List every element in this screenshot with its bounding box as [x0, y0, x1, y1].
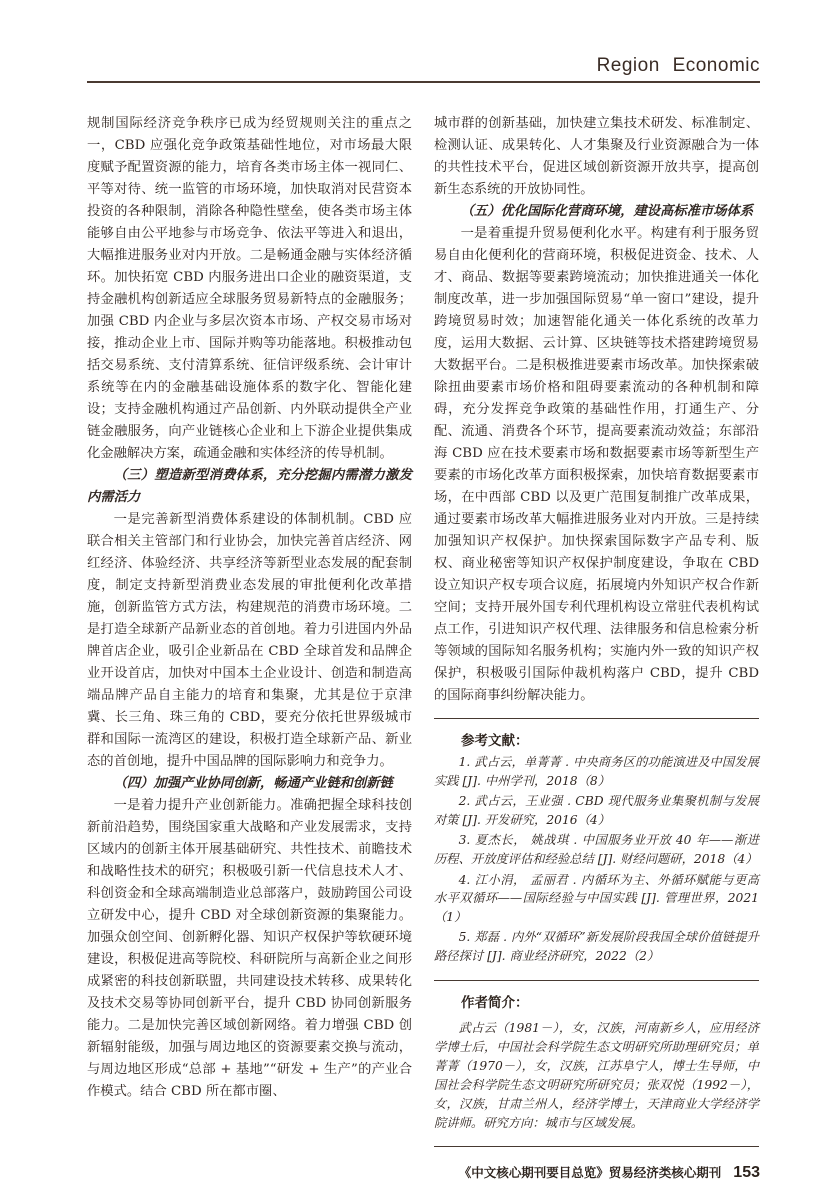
paragraph-continued: 城市群的创新基础，加快建立集技术研发、标准制定、检测认证、成果转化、人才集聚及行业资源融合为一体的共性技术平台，促进区域创新资源开放共享，提高创新生态系统的开放协同性。: [434, 116, 759, 197]
section-heading-four: （四）加强产业协同创新，畅通产业链和创新链: [113, 776, 393, 791]
paragraph-continued: 规制国际经济竞争秩序已成为经贸规则关注的重点之一，CBD 应强化竞争政策基础性地位，对市场最大限度赋予配置资源的能力，培育各类市场主体一视同仁、平等对待、统一监管的市场环境，加快取消对民营资本投资的各种限制，消除各种隐性壁垒，使各类市场主体能够自由公平地参与市场竞争、依法平等进入和退出，大幅推进服务业对内开放。二是畅通金融与实体经济循环。加快拓宽 CBD 内服务进出口企业的融资渠道，支持金融机构创新适应全球服务贸易新特点的金融服务；加强 CBD 内企业与多层次资本市场、产权交易市场对接，推动企业上市、国际并购等功能落地。积极推动包括交易系统、支付清算系统、征信评级系统、会计审计系统等在内的金融基础设施体系的数字化、智能化建设；支持金融机构通过产品创新、内外联动提供全产业链金融服务，向产业链核心企业和上下游企业提供集成化金融解决方案，疏通金融和实体经济的传导机制。: [87, 116, 412, 461]
references-divider: [434, 718, 759, 719]
header-rule: [87, 81, 760, 83]
journal-note: 《中文核心期刊要目总览》贸易经济类核心期刊: [458, 1165, 722, 1180]
article-body: [87, 113, 760, 1147]
left-column: [87, 113, 412, 1147]
references-title: 参考文献：: [461, 733, 529, 748]
page-header: [87, 0, 760, 83]
author-bio-bottom-divider: [434, 1146, 759, 1147]
author-bio-title: 作者简介：: [461, 994, 529, 1010]
reference-item: 4. 江小涓， 孟丽君 . 内循环为主、外循环赋能与更高水平双循环——国际经验与中国实践 [J]. 管理世界，2021（1）: [434, 872, 759, 924]
reference-item: 2. 武占云，王业强 . CBD 现代服务业集聚机制与发展对策 [J]. 开发研究，2016（4）: [434, 794, 759, 827]
paragraph: 一是着重提升贸易便利化水平。构建有利于服务贸易自由化便利化的营商环境，积极促进资金、技术、人才、商品、数据等要素跨境流动；加快推进通关一体化制度改革，进一步加强国际贸易“单一窗口”建设，提升跨境贸易时效；加速智能化通关一体化系统的改革力度，运用大数据、云计算、区块链等技术搭建跨境贸易大数据平台。二是积极推进要素市场改革。加快探索破除扭曲要素市场价格和阻碍要素流动的各种机制和障碍，充分发挥竞争政策的基础性作用，打通生产、分配、流通、消费各个环节，提高要素流动效益；东部沿海 CBD 应在技术要素市场和数据要素市场等新型生产要素的市场化改革方面积极探索，加快培育数据要素市场，在中西部 CBD 以及更广范围复制推广改革成果，通过要素市场改革大幅推进服务业对内开放。三是持续加强知识产权保护。加快探索国际数字产品专利、版权、商业秘密等知识产权保护制度建设，争取在 CBD 设立知识产权专项合议庭，拓展境内外知识产权合作新空间；支持开展外国专利代理机构设立常驻代表机构试点工作，引进知识产权代理、法律服务和信息检索分析等领域的国际知名服务机构；实施内外一致的知识产权保护，积极吸引国际仲裁机构落户 CBD，提升 CBD 的国际商事纠纷解决能力。: [434, 226, 759, 703]
reference-item: 3. 夏杰长， 姚战琪 . 中国服务业开放 40 年——渐进历程、开放度评估和经验总结 [J]. 财经问题研，2018（4）: [434, 833, 759, 866]
running-head-title: Region Economic: [596, 55, 760, 76]
reference-item: 1. 武占云，单菁菁 . 中央商务区的功能演进及中国发展实践 [J]. 中州学刊，2018（8）: [434, 755, 759, 788]
page-content: [87, 0, 760, 1182]
section-heading-five: （五）优化国际化营商环境，建设高标准市场体系: [460, 204, 754, 219]
paragraph: 一是完善新型消费体系建设的体制机制。CBD 应联合相关主管部门和行业协会，加快完善首店经济、网红经济、体验经济、共享经济等新型业态发展的配套制度，制定支持新型消费业态发展的审批便利化改革措施，创新监管方式方法，构建规范的消费市场环境。二是打造全球新产品新业态的首创地。着力引进国内外品牌首店企业，吸引企业新品在 CBD 全球首发和品牌企业开设首店，加快对中国本土企业设计、创造和制造高端品牌产品自主能力的培育和集聚，尤其是位于京津冀、长三角、珠三角的 CBD，要充分依托世界级城市群和国际一流湾区的建设，积极打造全球新产品、新业态的首创地，提升中国品牌的国际影响力和竞争力。: [87, 512, 412, 769]
author-bio-section: [434, 980, 759, 1147]
reference-item: 5. 郑磊 . 内外“双循环”新发展阶段我国全球价值链提升路径探讨 [J]. 商业经济研究，2022（2）: [434, 930, 759, 963]
page-footer: [87, 1163, 760, 1182]
author-bio-divider: [434, 980, 759, 981]
right-column: [434, 113, 759, 1147]
section-heading-three: （三）塑造新型消费体系，充分挖掘内需潜力激发内需活力: [87, 468, 412, 505]
references-section: [434, 718, 759, 966]
page-number: 153: [733, 1163, 760, 1181]
author-bio-text: 武占云（1981－），女，汉族，河南新乡人，应用经济学博士后，中国社会科学院生态文明研究所助理研究员；单菁菁（1970－），女，汉族，江苏阜宁人，博士生导师，中国社会科学院生态文明研究所研究员；张双悦（1992－），女，汉族，甘肃兰州人，经济学博士，天津商业大学经济学院讲师。研究方向：城市与区域发展。: [434, 1020, 759, 1130]
paragraph: 一是着力提升产业创新能力。准确把握全球科技创新前沿趋势，围绕国家重大战略和产业发展需求，支持区域内的创新主体开展基础研究、共性技术、前瞻技术和战略性技术的研究；积极吸引新一代信息技术人才、科创资金和全球高端制造业总部落户，鼓励跨国公司设立研发中心，提升 CBD 对全球创新资源的集聚能力。加强众创空间、创新孵化器、知识产权保护等软硬环境建设，积极促进高等院校、科研院所与高新企业之间形成紧密的科技创新联盟，共同建设技术转移、成果转化及技术交易等协同创新平台，提升 CBD 协同创新服务能力。二是加快完善区域创新网络。着力增强 CBD 创新辐射能级，加强与周边地区的资源要素交换与流动，与周边地区形成“总部 + 基地”“研发 + 生产”的产业合作模式。结合 CBD 所在都市圈、: [87, 798, 412, 1099]
